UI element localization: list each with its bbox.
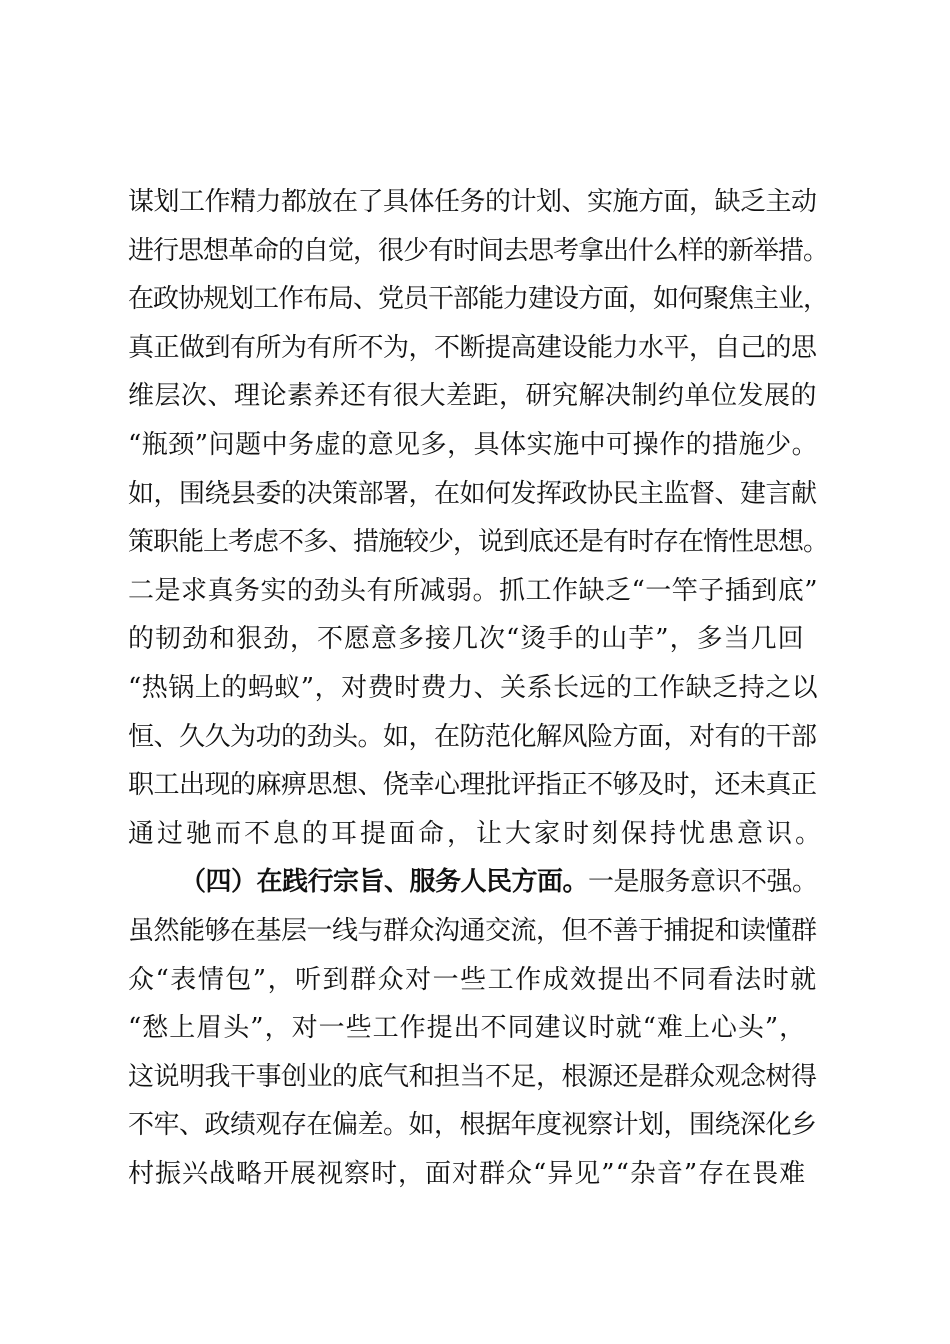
paragraph-line: 这说明我干事创业的底气和担当不足，根源还是群众观念树得 <box>128 1061 817 1092</box>
document-body <box>128 178 828 1198</box>
paragraph-line: 进行思想革命的自觉，很少有时间去思考拿出什么样的新举措。 <box>128 235 829 266</box>
paragraph-line: 在政协规划工作布局、党员干部能力建设方面，如何聚焦主业， <box>128 284 829 315</box>
section-heading-line <box>128 858 828 907</box>
paragraph-line: 虽然能够在基层一线与群众沟通交流，但不善于捕捉和读懂群 <box>128 915 817 946</box>
paragraph-line: 策职能上考虑不多、措施较少，说到底还是有时存在惰性思想。 <box>128 527 829 558</box>
paragraph-line: 众“表情包”，听到群众对一些工作成效提出不同看法时就 <box>128 964 818 995</box>
paragraph-line: 二是求真务实的劲头有所减弱。抓工作缺乏“一竿子插到底” <box>128 575 819 606</box>
paragraph-line: 真正做到有所为有所不为，不断提高建设能力水平，自己的思 <box>128 332 817 363</box>
paragraph-line: 谋划工作精力都放在了具体任务的计划、实施方面，缺乏主动 <box>128 187 817 217</box>
section-first-line-text: 一是服务意识不强。 <box>588 867 818 898</box>
paragraph-line: “愁上眉头”，对一些工作提出不同建议时就“难上心头”， <box>128 1013 807 1044</box>
paragraph-line: 维层次、理论素养还有很大差距，研究解决制约单位发展的 <box>128 381 818 412</box>
paragraph-line: 如，围绕县委的决策部署，在如何发挥政协民主监督、建言献 <box>128 478 817 509</box>
paragraph-line: 不牢、政绩观存在偏差。如，根据年度视察计划，围绕深化乡 <box>128 1110 817 1141</box>
paragraph-line: 通过驰而不息的耳提面命，让大家时刻保持忧患意识。 <box>128 818 825 849</box>
paragraph-line: 职工出现的麻痹思想、侥幸心理批评指正不够及时，还未真正 <box>128 770 817 801</box>
paragraph-line: 恒、久久为功的劲头。如，在防范化解风险方面，对有的干部 <box>128 721 817 752</box>
paragraph-line: “热锅上的蚂蚁”，对费时费力、关系长远的工作缺乏持之以 <box>128 672 819 703</box>
paragraph-line: “瓶颈”问题中务虚的意见多，具体实施中可操作的措施少。 <box>128 429 819 460</box>
paragraph-line: 的韧劲和狠劲，不愿意多接几次“烫手的山芋”，多当几回 <box>128 624 805 655</box>
section-heading: （四）在践行宗旨、服务人民方面。 <box>180 867 589 898</box>
paragraph-line: 村振兴战略开展视察时，面对群众“异见”“杂音”存在畏难 <box>128 1158 807 1189</box>
